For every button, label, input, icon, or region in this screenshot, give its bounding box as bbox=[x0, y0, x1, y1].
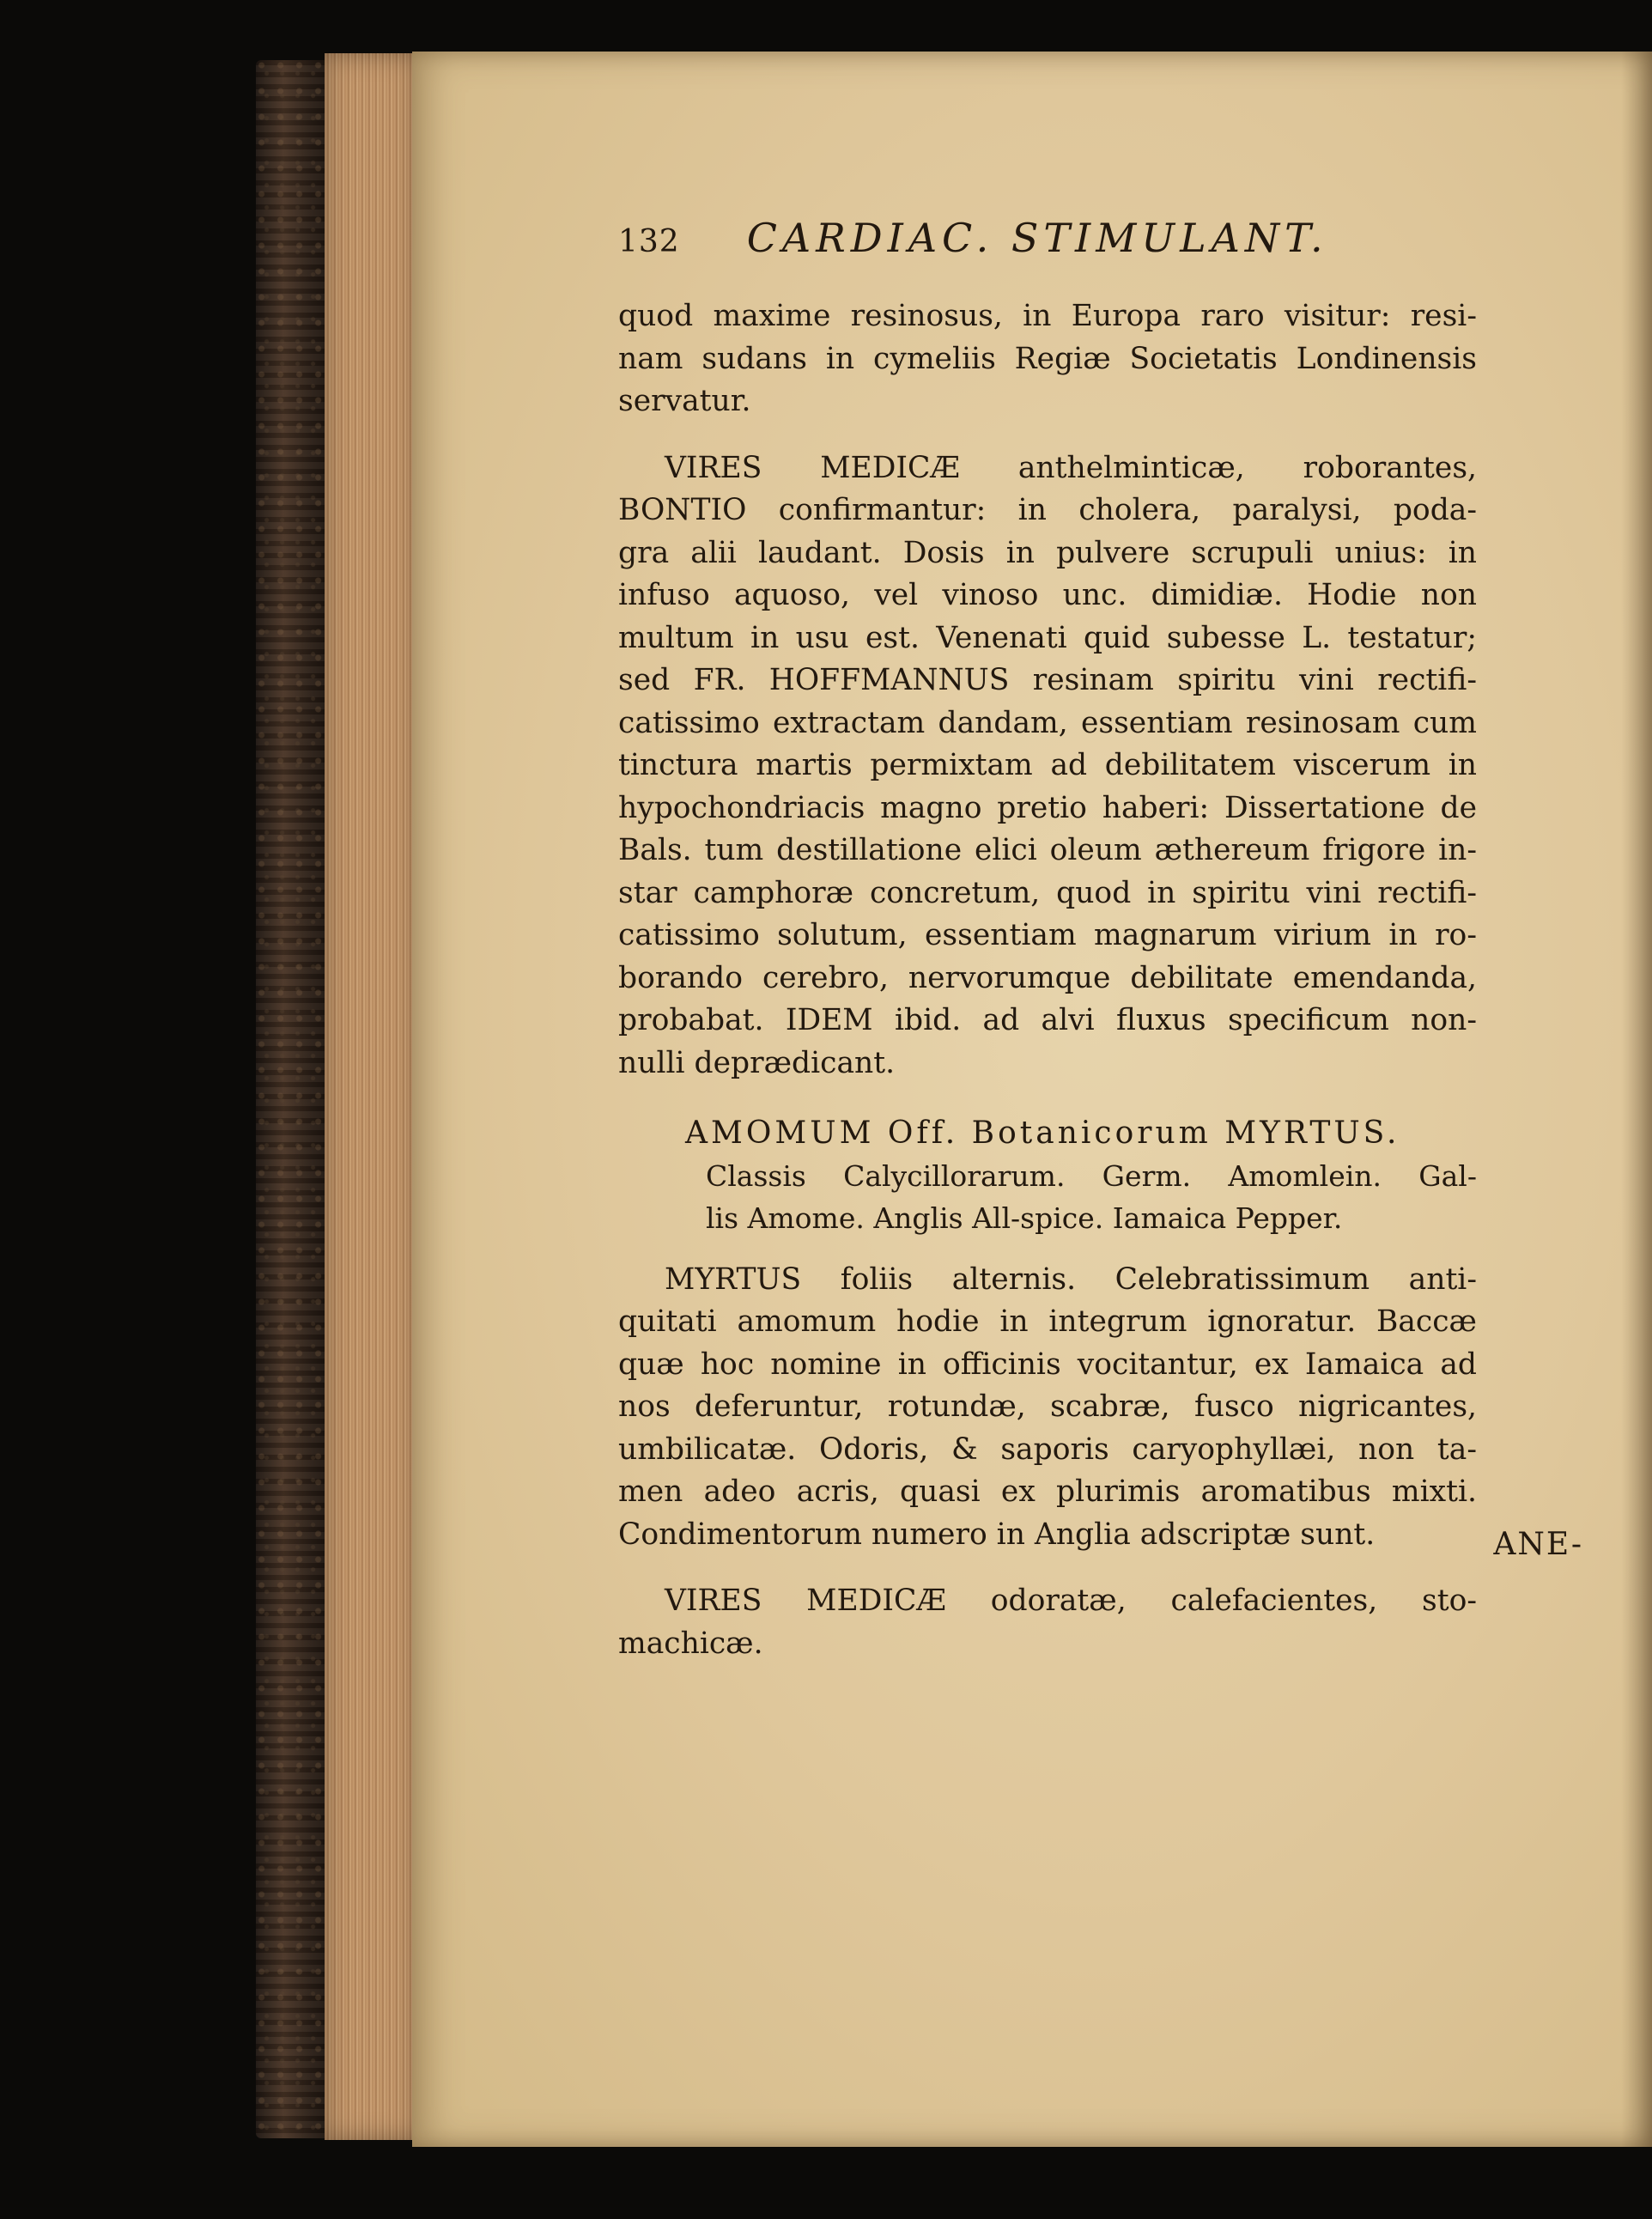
text-line: nam sudans in cymeliis Regiæ Societatis Londinensis bbox=[618, 341, 1477, 376]
text-line: quitati amomum hodie in integrum ignoratur. Baccæ bbox=[618, 1304, 1477, 1339]
text-line: quæ hoc nomine in officinis vocitantur, ex Iamaica ad bbox=[618, 1347, 1477, 1382]
page-edges bbox=[325, 53, 419, 2140]
paragraph-1 bbox=[618, 295, 1477, 423]
text-line: umbilicatæ. Odoris, & saporis caryophyllæi, non ta- bbox=[618, 1432, 1477, 1467]
text-line: nulli deprædicant. bbox=[618, 1045, 896, 1080]
text-line: machicæ. bbox=[618, 1626, 763, 1661]
text-line: star camphoræ concretum, quod in spiritu vini rectifi- bbox=[618, 875, 1477, 910]
paragraph-4 bbox=[618, 1580, 1477, 1665]
text-line: sed FR. HOFFMANNUS resinam spiritu vini rectifi- bbox=[618, 663, 1477, 697]
text-line: BONTIO confirmantur: in cholera, paralysi, poda- bbox=[618, 493, 1477, 527]
text-line: hypochondriacis magno pretio haberi: Dissertatione de bbox=[618, 790, 1477, 825]
text-line: gra alii laudant. Dosis in pulvere scrupuli unius: in bbox=[618, 535, 1477, 570]
paragraph-3 bbox=[618, 1259, 1477, 1557]
catchword: ANE- bbox=[1493, 1527, 1583, 1562]
text-line: MYRTUS foliis alternis. Celebratissimum anti- bbox=[665, 1261, 1477, 1297]
text-line: Bals. tum destillatione elici oleum æthereum frigore in- bbox=[618, 833, 1477, 867]
running-head-title: CARDIAC. STIMULANT. bbox=[746, 215, 1328, 261]
running-head bbox=[618, 215, 1477, 278]
entry-subline: Classis Calycillorarum. Germ. Amomlein. Gal- bbox=[706, 1158, 1477, 1193]
text-line: servatur. bbox=[618, 384, 751, 418]
text-line: VIRES MEDICÆ anthelminticæ, roborantes, bbox=[665, 450, 1477, 485]
book-page bbox=[412, 52, 1652, 2147]
text-line: nos deferuntur, rotundæ, scabræ, fusco nigricantes, bbox=[618, 1389, 1477, 1424]
entry-title-line: AMOMUM Off. Botanicorum MYRTUS. bbox=[685, 1116, 1400, 1151]
text-line: borando cerebro, nervorumque debilitate emendanda, bbox=[618, 960, 1477, 995]
paragraph-2 bbox=[618, 447, 1477, 1085]
text-line: infuso aquoso, vel vinoso unc. dimidiæ. Hodie non bbox=[618, 578, 1477, 612]
text-line: probabat. IDEM ibid. ad alvi fluxus specificum non- bbox=[618, 1003, 1477, 1037]
entry-heading bbox=[618, 1112, 1477, 1240]
page-number: 132 bbox=[618, 224, 680, 259]
text-line: tinctura martis permixtam ad debilitatem viscerum in bbox=[618, 748, 1477, 782]
text-line: quod maxime resinosus, in Europa raro visitur: resi- bbox=[618, 299, 1477, 333]
text-line: multum in usu est. Venenati quid subesse L. testatur; bbox=[618, 620, 1477, 655]
entry-subline: lis Amome. Anglis All-spice. Iamaica Pepper. bbox=[706, 1201, 1343, 1235]
page-text bbox=[618, 215, 1477, 1665]
text-line: men adeo acris, quasi ex plurimis aromatibus mixti. bbox=[618, 1474, 1477, 1509]
book-binding bbox=[256, 60, 335, 2138]
text-line: catissimo solutum, essentiam magnarum virium in ro- bbox=[618, 918, 1477, 952]
text-line: catissimo extractam dandam, essentiam resinosam cum bbox=[618, 705, 1477, 740]
text-line: VIRES MEDICÆ odoratæ, calefacientes, sto- bbox=[665, 1584, 1477, 1618]
text-line: Condimentorum numero in Anglia adscriptæ sunt. bbox=[618, 1517, 1376, 1552]
